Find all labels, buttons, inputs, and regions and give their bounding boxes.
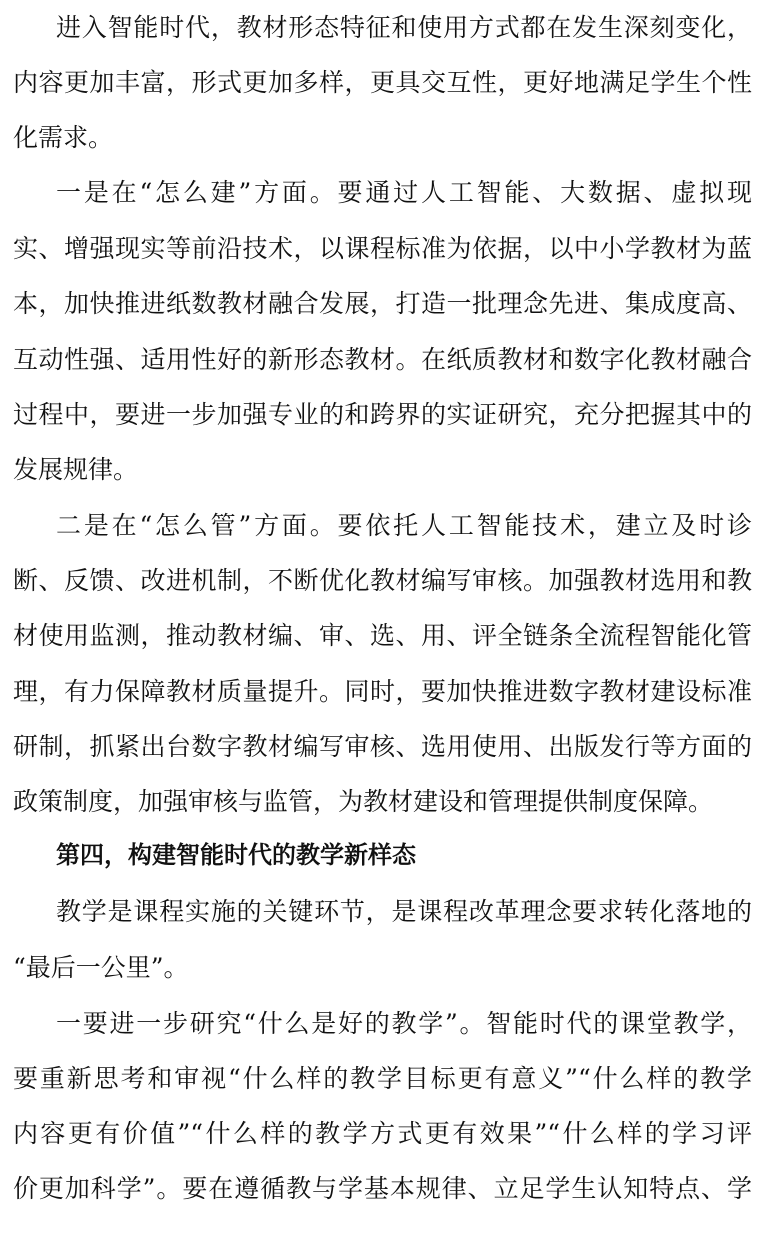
paragraph-line: 政策制度，加强审核与监管，为教材建设和管理提供制度保障。 xyxy=(13,787,714,816)
paragraph-line: 化需求。 xyxy=(13,123,114,152)
paragraph-line: 一是在“怎么建”方面。要通过人工智能、大数据、虚拟现 xyxy=(56,178,752,207)
paragraph-line: 断、反馈、改进机制，不断优化教材编写审核。加强教材选用和教 xyxy=(13,566,752,595)
paragraph-line: 本，加快推进纸数教材融合发展，打造一批理念先进、集成度高、 xyxy=(13,289,752,318)
paragraph-line: 内容更加丰富，形式更加多样，更具交互性，更好地满足学生个性 xyxy=(13,68,752,97)
paragraph-line: 理，有力保障教材质量提升。同时，要加快推进数字教材建设标准 xyxy=(13,677,752,706)
section-heading: 第四，构建智能时代的教学新样态 xyxy=(56,841,416,869)
paragraph-line: 一要进一步研究“什么是好的教学”。智能时代的课堂教学， xyxy=(56,1009,752,1038)
paragraph-line: 进入智能时代，教材形态特征和使用方式都在发生深刻变化， xyxy=(56,13,752,42)
paragraph-line: 研制，抓紧出台数字教材编写审核、选用使用、出版发行等方面的 xyxy=(13,732,752,761)
paragraph-line: 教学是课程实施的关键环节，是课程改革理念要求转化落地的 xyxy=(56,897,752,926)
paragraph-line: 二是在“怎么管”方面。要依托人工智能技术，建立及时诊 xyxy=(56,511,752,540)
paragraph-line: 要重新思考和审视“什么样的教学目标更有意义”“什么样的教学 xyxy=(13,1064,752,1093)
paragraph-line: 价更加科学”。要在遵循教与学基本规律、立足学生认知特点、学 xyxy=(13,1174,752,1203)
paragraph-line: 内容更有价值”“什么样的教学方式更有效果”“什么样的学习评 xyxy=(13,1119,752,1148)
paragraph-line: 互动性强、适用性好的新形态教材。在纸质教材和数字化教材融合 xyxy=(13,345,752,374)
paragraph-line: 材使用监测，推动教材编、审、选、用、评全链条全流程智能化管 xyxy=(13,621,752,650)
paragraph-line: 过程中，要进一步加强专业的和跨界的实证研究，充分把握其中的 xyxy=(13,400,752,429)
paragraph-line: 发展规律。 xyxy=(13,455,139,484)
paragraph-line: 实、增强现实等前沿技术，以课程标准为依据，以中小学教材为蓝 xyxy=(13,234,752,263)
paragraph-line: “最后一公里”。 xyxy=(13,953,189,982)
